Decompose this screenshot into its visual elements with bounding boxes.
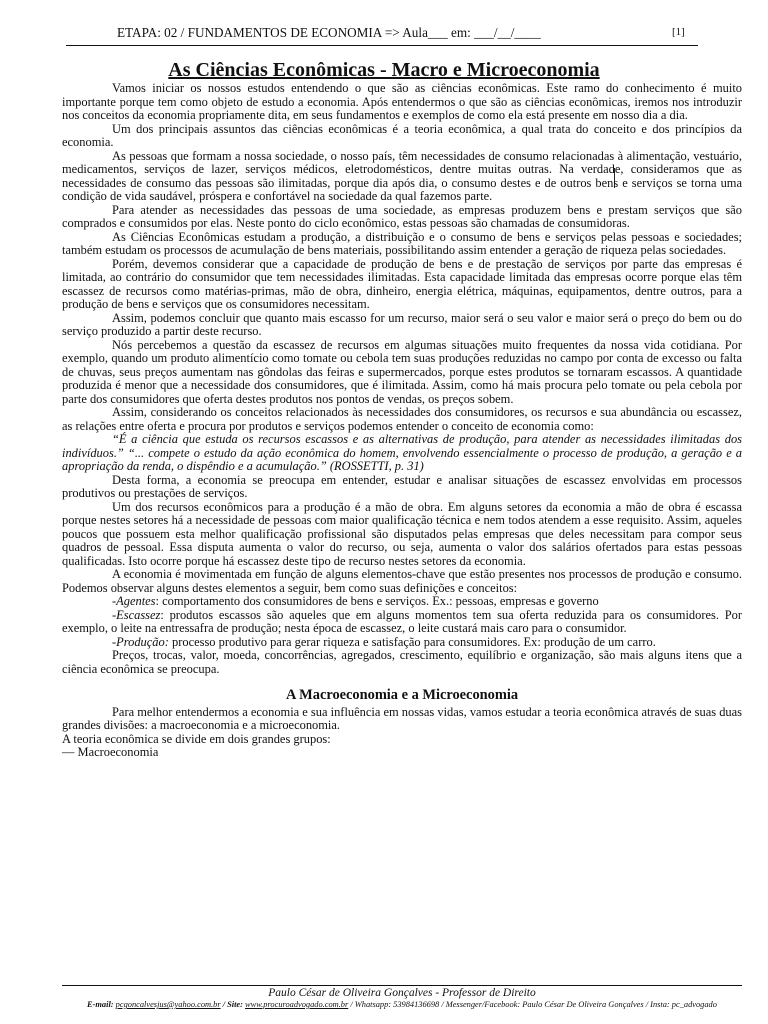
quote: “É a ciência que estuda os recursos escassos e as alternativas de produção, para atender as necessidades ilimitadas dos indivíduos.” “... compete o estudo da ação econômica do homem, envolvendo essencialmente o processo de produção, a geração e a apropriação da renda, o dispêndio e a acumulação.” (ROSSETTI, p. 31) <box>62 432 742 473</box>
definition-term: -Agentes <box>112 594 156 608</box>
email-label: E-mail: <box>87 1000 114 1009</box>
paragraph: Desta forma, a economia se preocupa em entender, estudar e analisar situações de escassez envolvidas em processos produtivos ou prestações de serviços. <box>62 472 742 500</box>
paragraph: Para melhor entendermos a economia e sua influência em nossas vidas, vamos estudar a teoria econômica através de suas duas grandes divisões: a macroeconomia e a microeconomia. <box>62 704 742 732</box>
page-number: [1] <box>672 26 685 38</box>
header-text: ETAPA: 02 / FUNDAMENTOS DE ECONOMIA => Aula___ em: ___/__/____ <box>117 25 541 40</box>
site-label: / Site: <box>220 1000 243 1009</box>
paragraph: Um dos principais assuntos das ciências econômicas é a teoria econômica, a qual trata do conceito e dos princípios da economia. <box>62 121 742 149</box>
paragraph: Assim, considerando os conceitos relacionados às necessidades dos consumidores, os recursos e sua abundância ou escassez, as relações entre oferta e procura por produtos e serviços podemos entender o conceito de economia como: <box>62 405 742 433</box>
page-header <box>66 21 698 46</box>
footer-contact <box>62 1000 742 1009</box>
definition-text: : comportamento dos consumidores de bens e serviços. Ex.: pessoas, empresas e governo <box>155 594 599 608</box>
paragraph: Para atender as necessidades das pessoas de uma sociedade, as empresas produzem bens e prestam serviços que são comprados e consumidos por elas. Neste ponto do ciclo econômico, estas pessoas são chamadas de consumidoras. <box>62 202 742 230</box>
definition-item <box>62 609 742 636</box>
footer-contact-rest: / Whatsapp: 53984136698 / Messenger/Facebook: Paulo César De Oliveira Gonçalves / Insta: pc_advogado <box>348 1000 717 1009</box>
footer-author: Paulo César de Oliveira Gonçalves - Professor de Direito <box>268 987 536 999</box>
paragraph: Nós percebemos a questão da escassez de recursos em algumas situações muito frequentes da nossa vida cotidiana. Por exemplo, quando um produto alimentício como tomate ou cebola tem suas produções reduzidas no campo por conta de excesso ou falta de chuvas, seus preços aumentam nas gôndolas das feiras e supermercados, porque estes produtos se tornaram escassos. A quantidade produzida é menor que a necessidade dos consumidores, que é ilimitada. Assim, como há mais procura pelo tomate ou pela cebola por parte dos consumidores que oferta destes produtos nos pontos de vendas, os preços sobem. <box>62 337 742 406</box>
email-link[interactable]: pcgoncalvesjus@yahoo.com.br <box>115 1000 221 1009</box>
paragraph: Vamos iniciar os nossos estudos entendendo o que são as ciências econômicas. Este ramo do conhecimento é muito importante porque tem como objeto de estudo a economia. Após entendermos o que são as ciências econômicas, iremos nos introduzir nos conceitos da economia propriamente dita, em seus fundamentos e exemplos de como ela está presente em nosso dia a dia. <box>62 81 742 122</box>
paragraph: Um dos recursos econômicos para a produção é a mão de obra. Em alguns setores da economia a mão de obra é escassa porque nestes setores há a necessidade de pessoas com maior qualificação técnica e nem todos atendem a esse requisito. Assim, aqueles poucos que possuem esta melhor qualificação profissional são disputados pelas empresas que deles necessitam para compor seus quadros de pessoal. Essa disputa aumenta o valor do recurso, ou seja, aumenta o valor dos salários ofertados para estas pessoas qualificadas. Isto ocorre porque há escassez deste tipo de recurso nestes setores da economia. <box>62 499 742 568</box>
site-link[interactable]: www.procuroadvogado.com.br <box>245 1000 349 1009</box>
definition-text: processo produtivo para gerar riqueza e satisfação para consumidores. Ex: produção de um carro. <box>168 634 656 649</box>
paragraph: As pessoas que formam a nossa sociedade, o nosso país, têm necessidades de consumo relacionadas à alimentação, vestuário, medicamentos, serviços de lazer, serviços médicos, eletrodomésticos, dentre muitas outras. Na verdade, consideramos que as necessidades de consumo das pessoas são ilimitadas, porque dia após dia, o consumo destes e de outros bens e serviços se torna uma condição de vida saudável, próspera e confortável na sociedade da qual fazemos parte. <box>62 148 742 203</box>
definition-item <box>62 595 742 609</box>
paragraph: Preços, trocas, valor, moeda, concorrências, agregados, crescimento, equilíbrio e organização, são mais alguns itens que a ciência econômica se preocupa. <box>62 648 742 676</box>
definition-text: : produtos escassos são aqueles que em alguns momentos tem sua oferta reduzida para os consumidores. Por exemplo, o leite na entressafra de produção; nesta época de escassez, o leite custará mais caro para o consumidor. <box>62 607 742 635</box>
paragraph: A economia é movimentada em função de alguns elementos-chave que estão presentes nos processos de produção e consumo. Podemos observar alguns destes elementos a seguir, bem como suas definições e conceitos: <box>62 567 742 595</box>
section-heading: A Macroeconomia e a Microeconomia <box>285 687 519 703</box>
definition-term: -Produção: <box>112 634 169 649</box>
document-body <box>62 82 742 760</box>
paragraph: Assim, podemos concluir que quanto mais escasso for um recurso, maior será o seu valor e maior será o preço do bem ou do serviço produzido a partir deste recurso. <box>62 310 742 338</box>
page-footer <box>62 985 742 1009</box>
paragraph: As Ciências Econômicas estudam a produção, a distribuição e o consumo de bens e serviços pelas pessoas e sociedades; também estudam os processos de acumulação de bens materiais, possibilitando assim entender a geração de riqueza pelas sociedades. <box>62 229 742 257</box>
paragraph: Porém, devemos considerar que a capacidade de produção de bens e de prestação de serviços por parte das empresas é limitada, ao contrário do consumidor que tem necessidades ilimitadas. Esta capacidade limitada das empresas ocorre porque elas têm escassez de recursos como matérias-primas, mão de obra, dinheiro, energia elétrica, máquinas, equipamentos, dentre outros, para a produção de bens e serviços que os consumidores necessitam. <box>62 256 742 311</box>
definition-item <box>62 636 742 650</box>
document-title: As Ciências Econômicas - Macro e Microeconomia <box>168 59 600 81</box>
list-item: — Macroeconomia <box>62 745 159 759</box>
paragraph: A teoria econômica se divide em dois grandes grupos: <box>62 731 331 746</box>
definition-term: -Escassez <box>112 607 161 622</box>
